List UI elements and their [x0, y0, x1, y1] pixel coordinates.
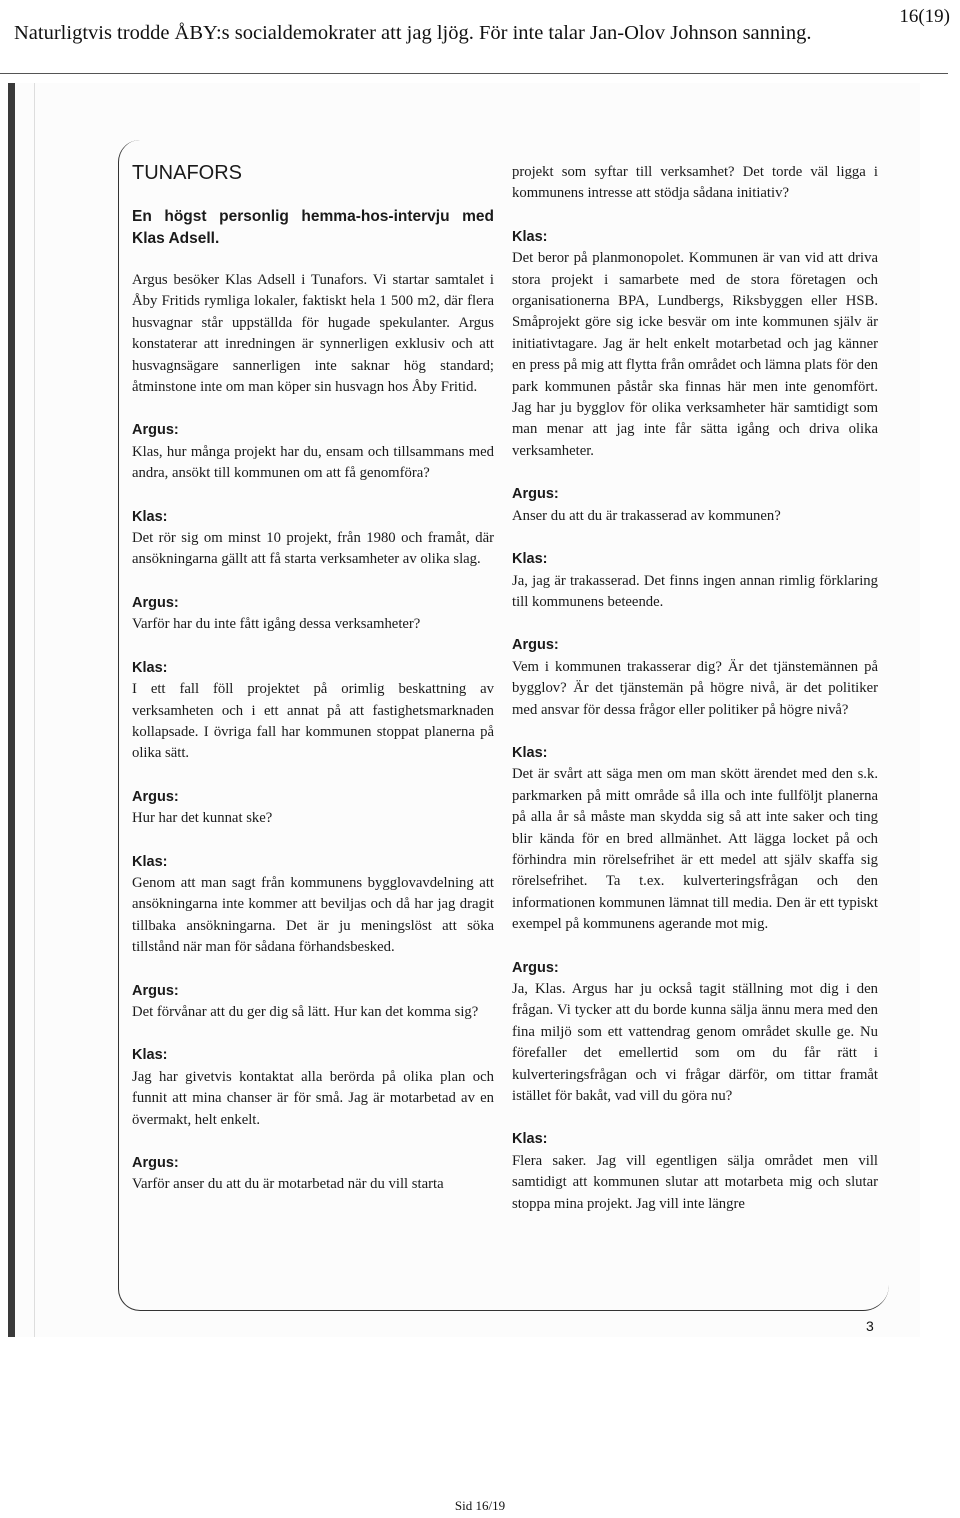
answer-text: Genom att man sagt från kommunens bygglovavdelning att ansökningarna inte kommer att beviljas och då har jag dragit tillbaka ansökningarna. Det är ju meningslöst att söka tillstånd när man för sådana förhandsbesked. — [132, 874, 494, 956]
speaker-label: Argus: — [512, 959, 559, 976]
qa-entry — [132, 420, 494, 484]
answer-text: Ja, Klas. Argus har ju också tagit ställning mot dig i den frågan. Vi tycker att du borde kunna sälja ännu mera med den fina miljö som ett vattendrag genom området skulle ge. Nu förefaller det emellertid som om du får rätt i kulverteringsfrågan och vi frågar därför, om tittar framåt istället för bakåt, vad vill du göra nu? — [512, 981, 878, 1105]
scan-edge-line — [34, 83, 35, 1337]
speaker-label: Klas: — [512, 1131, 548, 1148]
answer-text: Varför har du inte fått igång dessa verksamheter? — [132, 616, 421, 633]
article-headline: TUNAFORS — [132, 162, 242, 184]
qa-entry — [132, 1045, 494, 1131]
speaker-label: Klas: — [512, 551, 548, 568]
article-intro: Argus besöker Klas Adsell i Tunafors. Vi startar samtalet i Åby Fritids rymliga lokaler, faktiskt hela 1 500 m2, där flera husvagnar står uppställda för hugade spekulanter. Argus konstaterar att inredningen är synnerligen exklusiv och att husvagnsägare sannerligen inte saknar hög standard; åtminstone inte om man köper sin husvagn hos Åby Fritid. — [132, 272, 494, 396]
speaker-label: Argus: — [512, 486, 559, 503]
speaker-label: Argus: — [132, 594, 179, 611]
answer-text: Det förvånar att du ger dig så lätt. Hur kan det komma sig? — [132, 1003, 479, 1020]
page-header — [14, 6, 950, 60]
answer-text: Det är svårt att säga men om man skött ärendet med den s.k. parkmarken på mitt område så illa och inte fullföljt planerna på alla år så måste man skydda sig så att inte saker och ting blir kända för en bred allmänhet. Att lägga locket på och förhindra min rörelsefrihet är ett medel att själv skaffa sig rörelsefrihet. Ta t.ex. kulverteringsfrågan och den informationen kommunen lämnat till media. Den är ett typiskt exempel på kommunens agerande mot mig. — [512, 766, 878, 933]
qa-entry — [132, 507, 494, 571]
qa-entry — [132, 1153, 494, 1196]
answer-text: Vem i kommunen trakasserar dig? Är det tjänstemännen på bygglov? Är det tjänstemän på högre nivå, är det politiker med ansvar för dessa frågor eller politiker på högre nivå? — [512, 658, 878, 718]
answer-text: Hur har det kunnat ske? — [132, 810, 273, 827]
qa-entry — [512, 484, 878, 527]
speaker-label: Klas: — [132, 659, 168, 676]
header-page-number: 16(19) — [899, 6, 950, 27]
qa-entry — [132, 981, 494, 1024]
qa-entry — [132, 658, 494, 765]
answer-text: Det beror på planmonopolet. Kommunen är van vid att driva stora projekt i samarbete med de stora företagen och organisationerna BPA, Lundbergs, Riksbyggen eller HSB. Småprojekt göre sig icke besvär om inte kommunen själv är initiativtagare. Jag är helt enkelt motarbetad och jag känner en press på mig att flytta från området och lämna plats för den park kommunen påstår ska finnas här men inte genomfört. Jag har ju bygglov för olika verksamheter här samtidigt som man menar att jag inte får sätta igång och driva olika verksamheter. — [512, 250, 878, 459]
answer-text: Varför anser du att du är motarbetad när du vill starta — [132, 1176, 444, 1193]
article-left-column — [132, 160, 494, 1196]
qa-entry — [512, 549, 878, 613]
answer-text: Jag har givetvis kontaktat alla berörda på olika plan och funnit att mina chanser är för små. Jag är motarbetad av en övermakt, helt enkelt. — [132, 1068, 494, 1128]
qa-entry — [512, 958, 878, 1108]
scan-page-marker: 3 — [866, 1318, 874, 1334]
speaker-label: Klas: — [132, 853, 168, 870]
answer-text: Flera saker. Jag vill egentligen sälja området men vill samtidigt att kommunen slutar att motarbeta mig och slutar stoppa mina projekt. Jag vill inte längre — [512, 1152, 878, 1212]
speaker-label: Klas: — [512, 228, 548, 245]
speaker-label: Argus: — [132, 788, 179, 805]
qa-entry — [512, 743, 878, 936]
speaker-label: Argus: — [132, 422, 179, 439]
qa-entry — [512, 1129, 878, 1215]
header-title: Naturligtvis trodde ÅBY:s socialdemokrater att jag ljög. För inte talar Jan-Olov Johnson sanning. — [14, 22, 812, 44]
qa-entry — [132, 787, 494, 830]
answer-text: I ett fall föll projektet på orimlig beskattning av verksamheten och i ett annat på att fastighetsmarknaden kollapsade. I övriga fall har kommunen stoppat planerna på olika sätt. — [132, 681, 494, 762]
article-deck: En högst personlig hemma-hos-intervju med Klas Adsell. — [132, 208, 494, 247]
article-right-column — [512, 162, 878, 1215]
article-right-lead: projekt som syftar till verksamhet? Det torde väl ligga i kommunens intresse att stödja sådana initiativ? — [512, 164, 878, 202]
answer-text: Anser du att du är trakasserad av kommunen? — [512, 507, 781, 524]
speaker-label: Argus: — [132, 1155, 179, 1171]
speaker-label: Klas: — [132, 508, 168, 525]
answer-text: Ja, jag är trakasserad. Det finns ingen annan rimlig förklaring till kommunens beteende. — [512, 572, 878, 610]
right-qa-list — [512, 227, 878, 1215]
qa-entry — [512, 635, 878, 721]
speaker-label: Klas: — [132, 1047, 168, 1064]
speaker-label: Argus: — [512, 637, 559, 654]
qa-entry — [132, 593, 494, 636]
answer-text: Det rör sig om minst 10 projekt, från 1980 och framåt, där ansökningarna gällt att få starta verksamheter av olika slag. — [132, 530, 494, 568]
qa-entry — [512, 227, 878, 462]
page-footer: Sid 16/19 — [454, 1498, 506, 1513]
left-qa-list — [132, 420, 494, 1195]
qa-entry — [132, 852, 494, 959]
speaker-label: Argus: — [132, 982, 179, 999]
header-rule — [0, 73, 948, 74]
scan-edge — [8, 83, 15, 1337]
speaker-label: Klas: — [512, 744, 548, 761]
answer-text: Klas, hur många projekt har du, ensam och tillsammans med andra, ansökt till kommunen om att få genomföra? — [132, 443, 494, 482]
